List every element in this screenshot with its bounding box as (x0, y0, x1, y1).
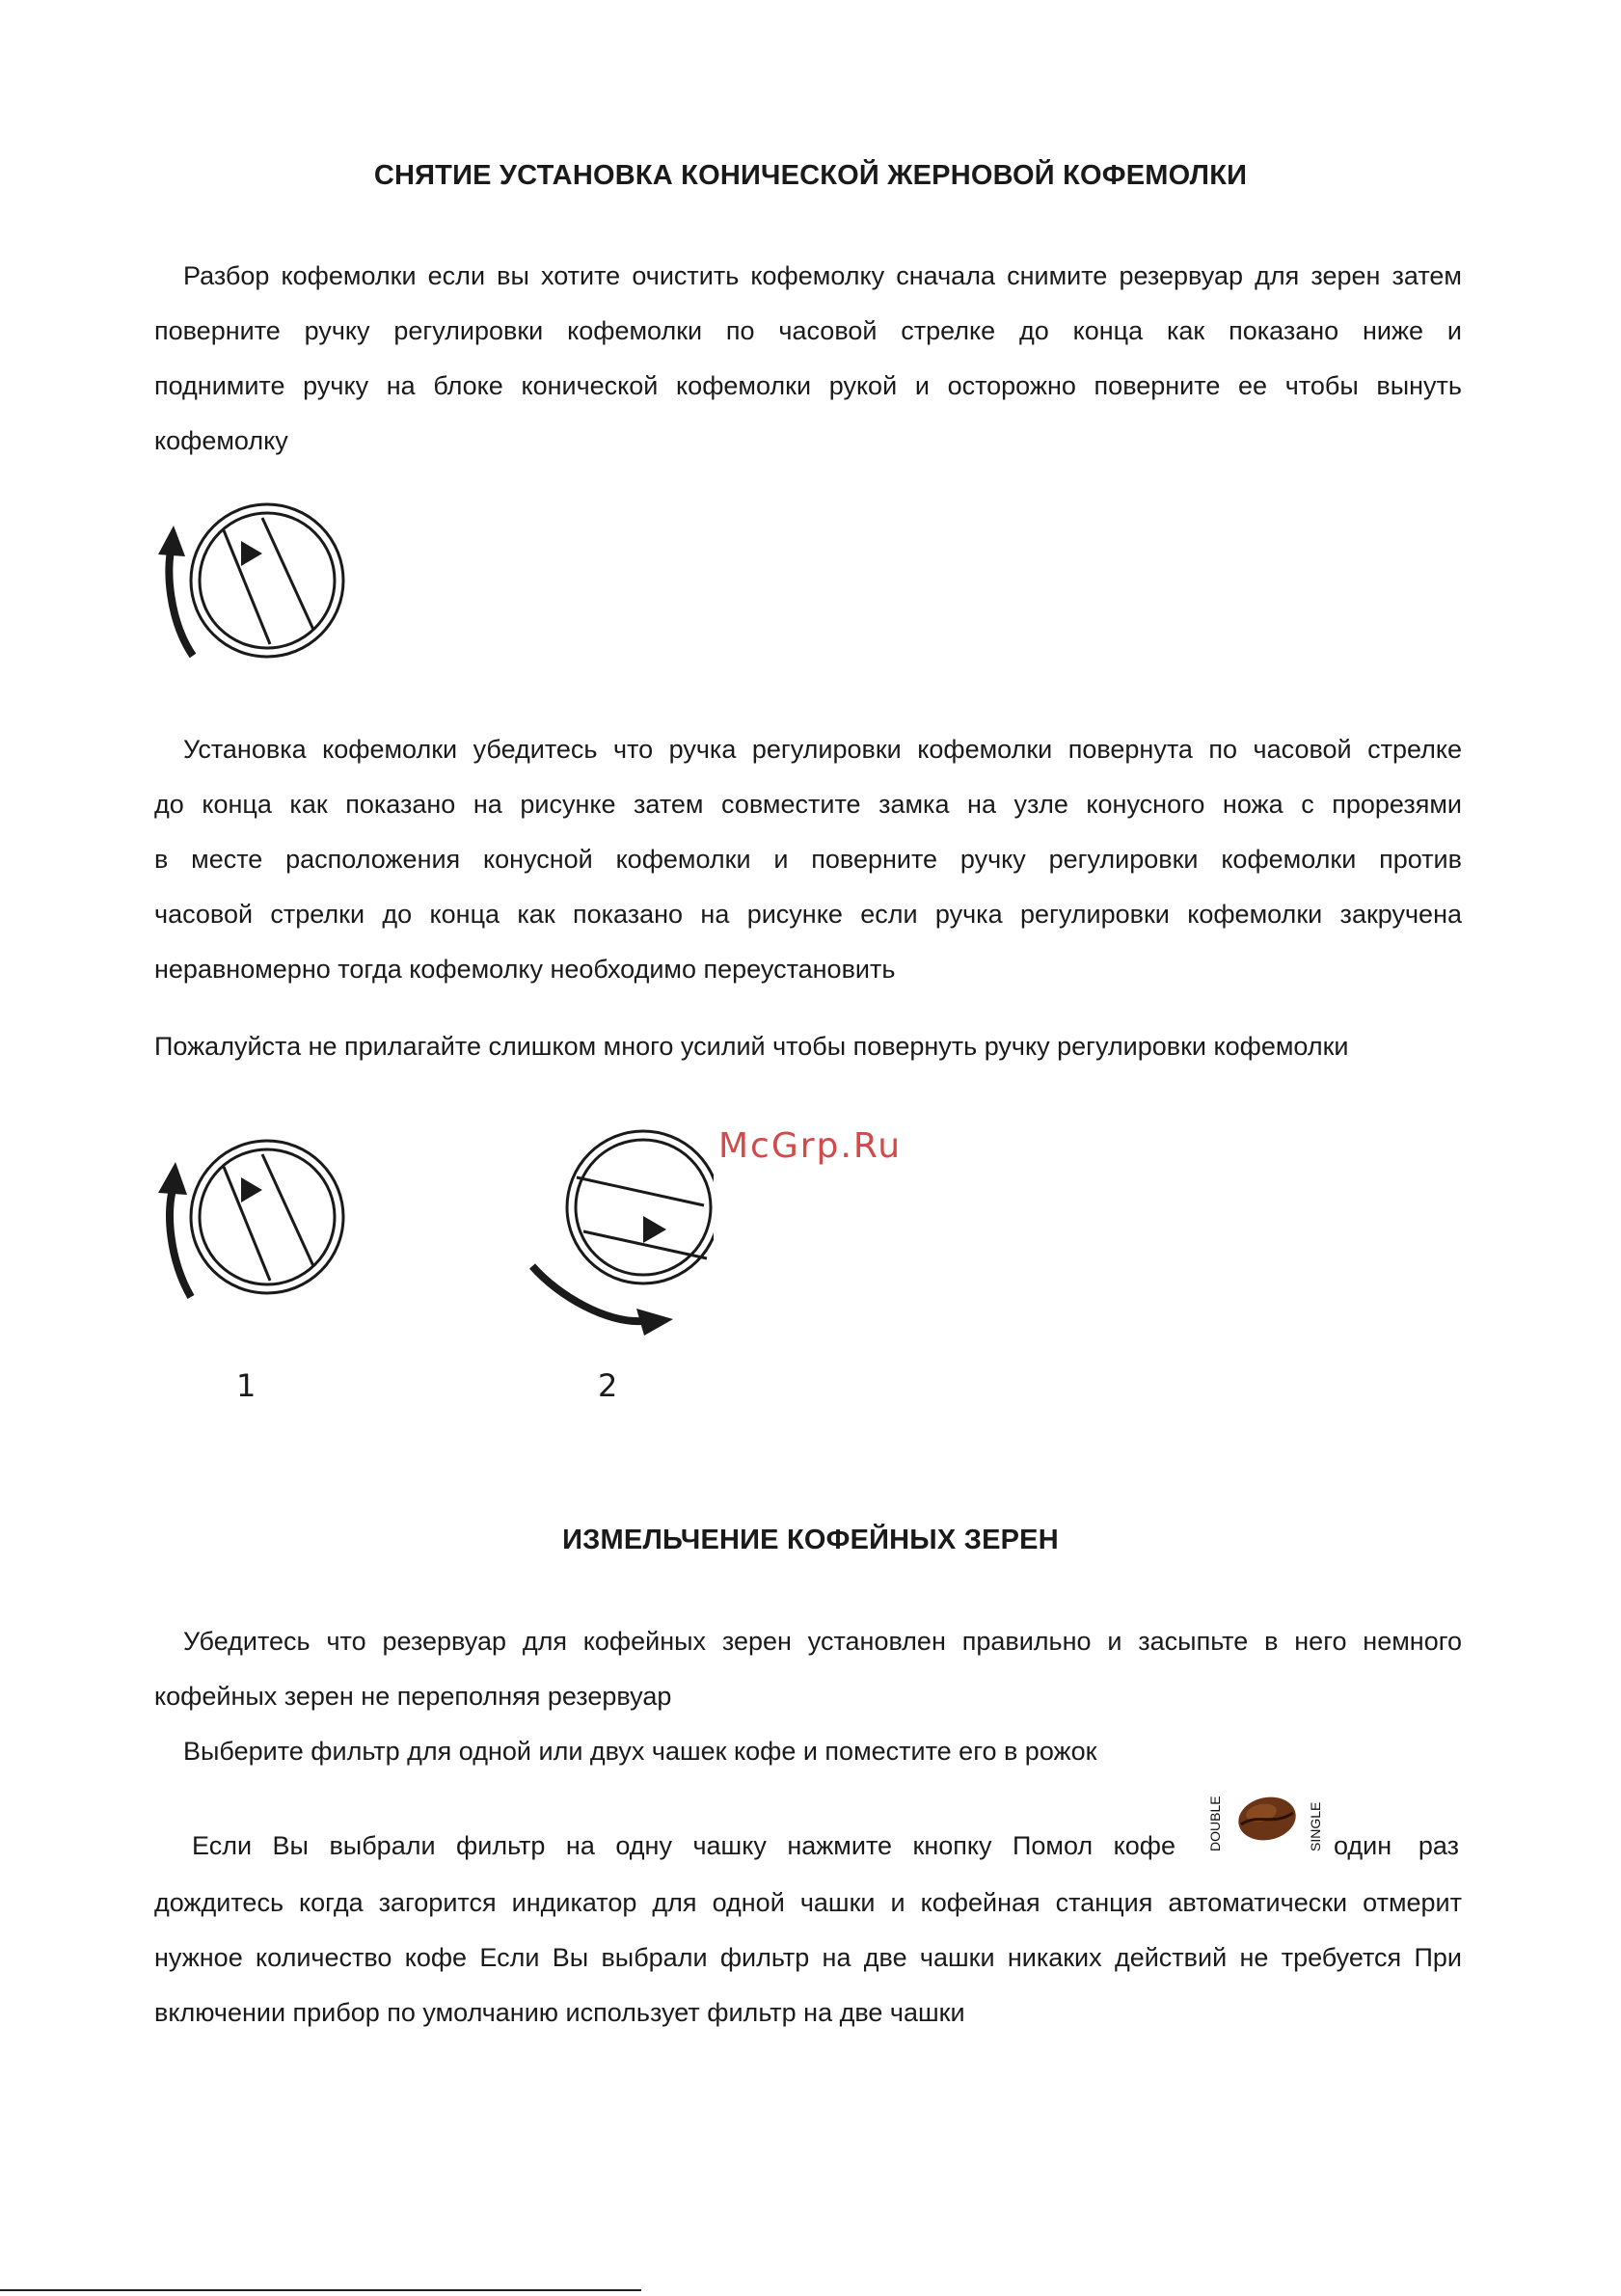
paragraph-line: часовой стрелки до конца как показано на рисунке если ручка регулировки кофемолки закручена (154, 900, 1462, 929)
paragraph-line: до конца как показано на рисунке затем совместите замка на узле конусного ножа с прорезями (154, 790, 1462, 819)
grind-button-icon (1207, 1784, 1328, 1853)
figure-label-2: 2 (598, 1367, 618, 1404)
grinder-knob-diagram-1 (145, 1133, 357, 1307)
paragraph-line: Разбор кофемолки если вы хотите очистить кофемолку сначала снимите резервуар для зерен затем (183, 261, 1462, 290)
paragraph-line: в месте расположения конусной кофемолки и поверните ручку регулировки кофемолки против (154, 845, 1462, 874)
paragraph-line: кофейных зерен не переполняя резервуар (154, 1682, 672, 1711)
footer-rule (0, 2289, 641, 2291)
grinder-knob-diagram (145, 497, 357, 670)
paragraph-line: Установка кофемолки убедитесь что ручка регулировки кофемолки повернута по часовой стрелке (183, 735, 1462, 764)
single-label: SINGLE (1308, 1801, 1323, 1851)
section-heading-grinder-removal: СНЯТИЕ УСТАНОВКА КОНИЧЕСКОЙ ЖЕРНОВОЙ КОФЕМОЛКИ (373, 160, 1248, 191)
paragraph-line: кофемолку (154, 426, 288, 455)
paragraph-line: дождитесь когда загорится индикатор для одной чашки и кофейная станция автоматически отмерит (154, 1888, 1462, 1917)
paragraph-line: Пожалуйста не прилагайте слишком много усилий чтобы повернуть ручку регулировки кофемолки (154, 1032, 1349, 1061)
watermark: McGrp.Ru (718, 1126, 903, 1166)
grinder-knob-diagram-2 (521, 1123, 714, 1336)
paragraph-line: неравномерно тогда кофемолку необходимо переустановить (154, 955, 896, 984)
figure-label-1: 1 (236, 1367, 257, 1404)
paragraph-line: Если Вы выбрали фильтр на одну чашку нажмите кнопку Помол кофе (192, 1831, 1176, 1860)
paragraph-line: Убедитесь что резервуар для кофейных зерен установлен правильно и засыпьте в него немного (183, 1627, 1462, 1656)
paragraph-line: поверните ручку регулировки кофемолки по часовой стрелке до конца как показано ниже и (154, 316, 1462, 345)
paragraph-line: нужное количество кофе Если Вы выбрали фильтр на две чашки никаких действий не требуется При (154, 1943, 1462, 1972)
coffee-bean-icon (1234, 1792, 1300, 1846)
paragraph-line: включении прибор по умолчанию использует фильтр на две чашки (154, 1998, 965, 2027)
double-label: DOUBLE (1207, 1796, 1223, 1851)
paragraph-line: поднимите ручку на блоке конической кофемолки рукой и осторожно поверните ее чтобы вынуть (154, 371, 1462, 400)
paragraph-line: один раз (1334, 1831, 1459, 1860)
paragraph-line: Выберите фильтр для одной или двух чашек кофе и поместите его в рожок (183, 1737, 1097, 1766)
section-heading-grinding: ИЗМЕЛЬЧЕНИЕ КОФЕЙНЫХ ЗЕРЕН (562, 1525, 1059, 1555)
